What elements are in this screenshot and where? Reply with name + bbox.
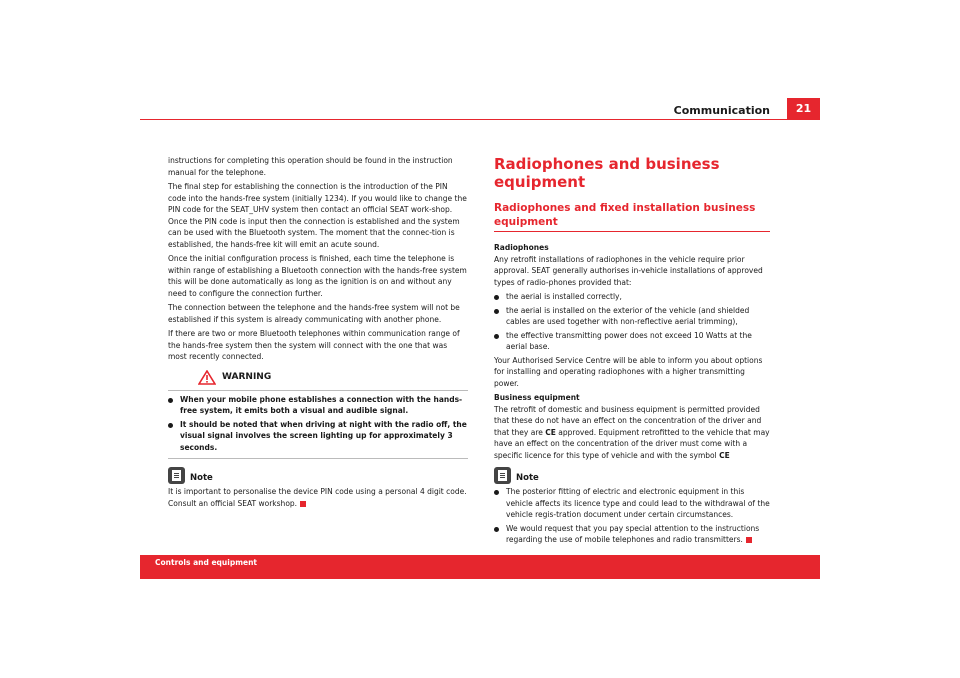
paragraph: The retrofit of domestic and business equipment is permitted provided that these do not have an effect on the concentration of the driver and that they are CE approved. Equipment retrofitted to the vehicle that may have an effect on the concentration of the driver must come with a specific licence for this type of vehicle and with the symbol CE [494, 404, 770, 460]
paragraph: The final step for establishing the connection is the introduction of the PIN code into the hands-free system (initially 1234). If you would like to change the PIN code for the SEAT_UHV system then contact an official SEAT work-shop. Once the PIN code is input then the connection is established and the system can be used with the Bluetooth system. The moment that the connec-tion is established, the hands-free kit will emit an acute sound. [168, 182, 467, 249]
business-title: Business equipment [494, 393, 580, 402]
list-item: the aerial is installed correctly, [494, 291, 770, 303]
paragraph: Your Authorised Service Centre will be able to inform you about options for installing and operating radiophones with a higher transmitting power. [494, 355, 763, 388]
left-column [168, 155, 468, 512]
bullet-icon [494, 527, 499, 532]
bullet-icon [494, 334, 499, 339]
list-item: the aerial is installed on the exterior of the vehicle (and shielded cables are used together with non-reflective aerial trimming), [494, 305, 770, 328]
note-item: The posterior fitting of electric and electronic equipment in this vehicle affects its licence type and could lead to the withdrawal of the vehicle regis-tration document under certain circumstances. [494, 486, 770, 521]
paragraph: The connection between the telephone and the hands-free system will not be established if this system is already communicating with another phone. [168, 303, 460, 324]
footer-section: Controls and equipment [155, 558, 258, 567]
header-rule [140, 119, 820, 120]
bullet-icon [168, 398, 173, 403]
paragraph: instructions for completing this operation should be found in the instruction manual for the telephone. [168, 156, 453, 177]
warning-body [168, 391, 468, 460]
bullet-icon [494, 309, 499, 314]
note-title: Note [190, 473, 213, 483]
paragraph: If there are two or more Bluetooth telephones within communication range of the hands-free system then the system will connect with the one that was most recently connected. [168, 329, 460, 361]
warning-header [168, 369, 468, 391]
note-header [494, 467, 770, 484]
page-number: 21 [787, 98, 820, 119]
chapter-title: Communication [673, 104, 770, 117]
note-text: It is important to personalise the device PIN code using a personal 4 digit code. Consult an official SEAT workshop. [168, 487, 467, 508]
end-mark-icon [300, 501, 306, 507]
bullet-icon [168, 423, 173, 428]
warning-box [168, 369, 468, 460]
paragraph: Any retrofit installations of radiophones in the vehicle require prior approval. SEAT generally authorises in-vehicle installations of approved types of radio-phones provided that: [494, 254, 763, 287]
ce-mark: CE [719, 450, 730, 460]
ce-mark: CE [545, 427, 556, 437]
note-header [168, 467, 468, 484]
warning-triangle-icon [198, 370, 216, 385]
warning-item: It should be noted that when driving at night with the radio off, the visual signal involves the screen lighting up for approximately 3 seconds. [168, 419, 468, 454]
note-icon [168, 467, 185, 484]
right-column [494, 155, 770, 548]
bullet-icon [494, 295, 499, 300]
subsection-heading: Radiophones and fixed installation business equipment [494, 201, 770, 232]
bullet-icon [494, 490, 499, 495]
section-heading: Radiophones and business equipment [494, 155, 720, 191]
paragraph: Once the initial configuration process is finished, each time the telephone is within range of establishing a Bluetooth connection with the hands-free system this will be done automatically as long as the ignition is on and without any need to configure the connection further. [168, 254, 467, 298]
note-title: Note [516, 473, 539, 483]
list-item: the effective transmitting power does not exceed 10 Watts at the aerial base. [494, 330, 770, 353]
radiophones-title: Radiophones [494, 243, 549, 252]
warning-title: WARNING [222, 371, 272, 382]
end-mark-icon [746, 537, 752, 543]
note-item: We would request that you pay special attention to the instructions regarding the use of mobile telephones and radio transmitters. [494, 523, 770, 546]
note-icon [494, 467, 511, 484]
warning-item: When your mobile phone establishes a connection with the hands-free system, it emits both a visual and audible signal. [168, 394, 468, 417]
